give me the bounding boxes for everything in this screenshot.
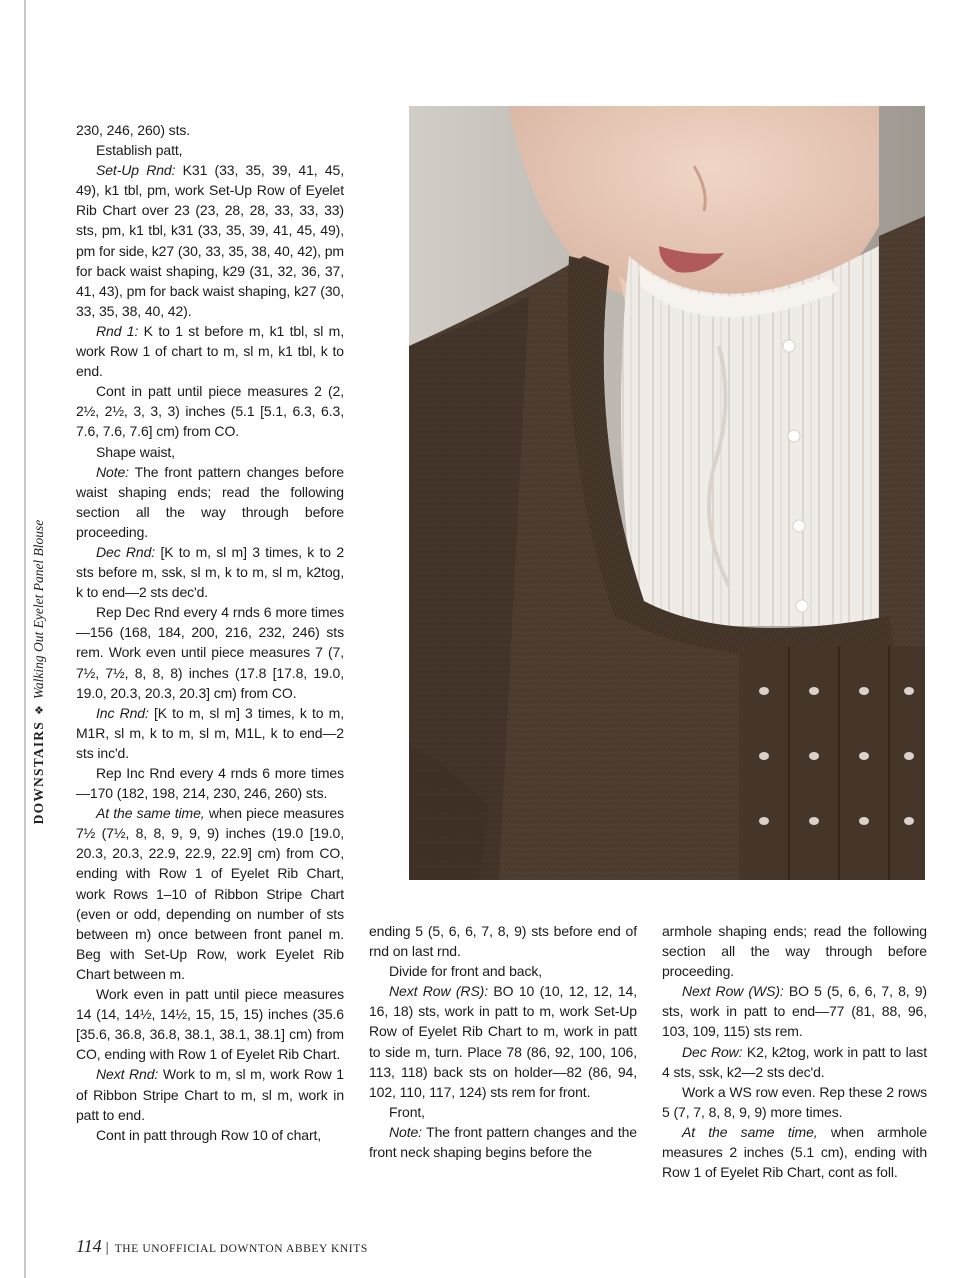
paragraph	[369, 1122, 637, 1162]
paragraph-text: 230, 246, 260) sts.	[76, 122, 191, 138]
running-head-title: Walking Out Eyelet Panel Blouse	[31, 519, 46, 700]
paragraph	[662, 981, 927, 1041]
paragraph	[76, 542, 344, 602]
paragraph-text: K2, k2tog, work in patt to last 4 sts, ssk, k2—2 sts dec'd.	[662, 1043, 927, 1080]
paragraph-text: Work to m, sl m, work Row 1 of Ribbon Stripe Chart to m, sl m, work in patt to end.	[76, 1066, 344, 1123]
paragraph-text: K31 (33, 35, 39, 41, 45, 49), k1 tbl, pm, work Set-Up Row of Eyelet Rib Chart over 23 (23, 28, 28, 33, 33, 33) sts, pm, k1 tbl, k31 (33, 35, 39, 41, 45, 49), pm for side, k27 (30, 33, 35, 38, 40, 42), pm for back waist shaping, k29 (31, 32, 36, 37, 41, 43), pm for back waist shaping, k27 (30, 33, 35, 38, 40, 42).	[76, 162, 344, 319]
paragraph	[76, 984, 344, 1064]
paragraph	[76, 602, 344, 702]
paragraph	[369, 921, 637, 961]
paragraph-text: Divide for front and back,	[389, 963, 543, 980]
paragraph-text: BO 10 (10, 12, 12, 14, 16, 18) sts, work in patt to m, work Set-Up Row of Eyelet Rib Chart to m, work in patt to side m, turn. Place 78 (86, 92, 100, 106, 113, 118) back sts on holder—82 (86, 94, 102, 110, 117, 124) sts rem for front.	[369, 983, 637, 1100]
page-number: 114	[76, 1236, 102, 1256]
paragraph-text: K to 1 st before m, k1 tbl, sl m, work Row 1 of chart to m, sl m, k1 tbl, k to end.	[76, 322, 344, 380]
paragraph-label: At the same time,	[96, 805, 205, 822]
ornament-icon: ❖	[34, 705, 46, 716]
text-column-1	[76, 120, 344, 1145]
paragraph-text: Work even in patt until piece measures 14 (14, 14½, 14½, 15, 15, 15) inches (35.6 [35.6, 36.8, 36.8, 38.1, 38.1, 38.1] cm) from CO, ending with Row 1 of Eyelet Rib Chart.	[76, 986, 344, 1063]
paragraph	[76, 1064, 344, 1124]
paragraph-text: when piece measures 7½ (7½, 8, 8, 9, 9, 9) inches (19.0 [19.0, 20.3, 20.3, 22.9, 22.9, 22.9] cm) from CO, ending with Row 1 of Eyelet Rib Chart, work Rows 1–10 of Ribbon Stripe Chart (even or odd, depending on number of sts between m) once between front panel m. Beg with Set-Up Row, work Eyelet Rib Chart between m.	[76, 805, 344, 982]
paragraph-label: Note:	[389, 1123, 422, 1140]
paragraph-text: [K to m, sl m] 3 times, k to 2 sts before m, ssk, sl m, k to m, sl m, k2tog, k to end—2 sts dec'd.	[76, 543, 345, 601]
paragraph	[662, 1082, 927, 1122]
paragraph	[76, 120, 344, 140]
paragraph-text: Establish patt,	[96, 142, 183, 159]
paragraph	[76, 140, 344, 160]
paragraph	[76, 763, 344, 803]
paragraph	[76, 1125, 344, 1145]
text-column-2	[369, 921, 637, 1162]
paragraph-text: Cont in patt until piece measures 2 (2, 2½, 2½, 3, 3, 3) inches (5.1 [5.1, 6.3, 6.3, 7.6, 7.6, 7.6] cm) from CO.	[76, 383, 344, 440]
paragraph-text: The front pattern changes before waist shaping ends; read the following section all the way through before proceeding.	[76, 463, 344, 540]
paragraph	[662, 921, 927, 981]
paragraph	[76, 321, 344, 381]
paragraph	[369, 1102, 637, 1122]
paragraph	[662, 1042, 927, 1082]
paragraph	[76, 160, 344, 321]
paragraph-text: Rep Inc Rnd every 4 rnds 6 more times—170 (182, 198, 214, 230, 246, 260) sts.	[76, 765, 344, 802]
footer-separator: |	[105, 1240, 109, 1256]
page-edge-line	[24, 0, 26, 1278]
paragraph-label: At the same time,	[682, 1123, 818, 1140]
paragraph	[76, 703, 344, 763]
paragraph-text: The front pattern changes and the front neck shaping begins before the	[369, 1123, 637, 1161]
book-title: THE UNOFFICIAL DOWNTON ABBEY KNITS	[114, 1243, 368, 1255]
paragraph-label: Inc Rnd:	[96, 704, 149, 721]
paragraph-label: Rnd 1:	[96, 322, 139, 339]
paragraph-label: Dec Rnd:	[96, 543, 156, 560]
paragraph-text: [K to m, sl m] 3 times, k to m, M1R, sl m, k to m, sl m, M1L, k to end—2 sts inc'd.	[76, 704, 344, 761]
paragraph-text: armhole shaping ends; read the following section all the way through before proceeding.	[662, 923, 927, 980]
page-footer	[76, 1236, 368, 1257]
paragraph-text: Cont in patt through Row 10 of chart,	[96, 1126, 322, 1143]
paragraph-text: Work a WS row even. Rep these 2 rows 5 (7, 7, 8, 8, 9, 9) more times.	[662, 1083, 927, 1120]
paragraph	[76, 381, 344, 441]
paragraph	[76, 462, 344, 542]
paragraph-label: Set-Up Rnd:	[96, 162, 176, 179]
paragraph-label: Next Rnd:	[96, 1066, 159, 1083]
sweater-photo	[409, 106, 925, 880]
text-column-3	[662, 921, 927, 1182]
running-head-section: DOWNSTAIRS	[31, 721, 46, 825]
paragraph	[76, 803, 344, 984]
paragraph-label: Next Row (WS):	[682, 983, 784, 1000]
paragraph-label: Note:	[96, 463, 129, 480]
paragraph	[369, 961, 637, 981]
paragraph-text: when armhole measures 2 inches (5.1 cm), ending with Row 1 of Eyelet Rib Chart, cont as foll.	[662, 1123, 927, 1181]
paragraph-text: ending 5 (5, 6, 6, 7, 8, 9) sts before end of rnd on last rnd.	[369, 923, 637, 960]
paragraph-label: Next Row (RS):	[389, 983, 489, 1000]
photo-illustration	[409, 106, 925, 880]
paragraph	[76, 442, 344, 462]
paragraph-text: Front,	[389, 1103, 425, 1120]
paragraph	[369, 981, 637, 1102]
paragraph-text: Rep Dec Rnd every 4 rnds 6 more times—156 (168, 184, 200, 216, 232, 246) sts rem. Work even until piece measures 7 (7, 7½, 7½, 8, 8, 8) inches (17.8 [17.8, 19.0, 19.0, 20.3, 20.3, 20.3] cm) from CO.	[76, 604, 344, 701]
paragraph	[662, 1122, 927, 1182]
paragraph-text: BO 5 (5, 6, 6, 7, 8, 9) sts, work in patt to end—77 (81, 88, 96, 103, 109, 115) sts rem.	[662, 983, 927, 1040]
paragraph-text: Shape waist,	[96, 443, 175, 460]
side-running-head	[31, 472, 47, 872]
paragraph-label: Dec Row:	[682, 1043, 743, 1060]
